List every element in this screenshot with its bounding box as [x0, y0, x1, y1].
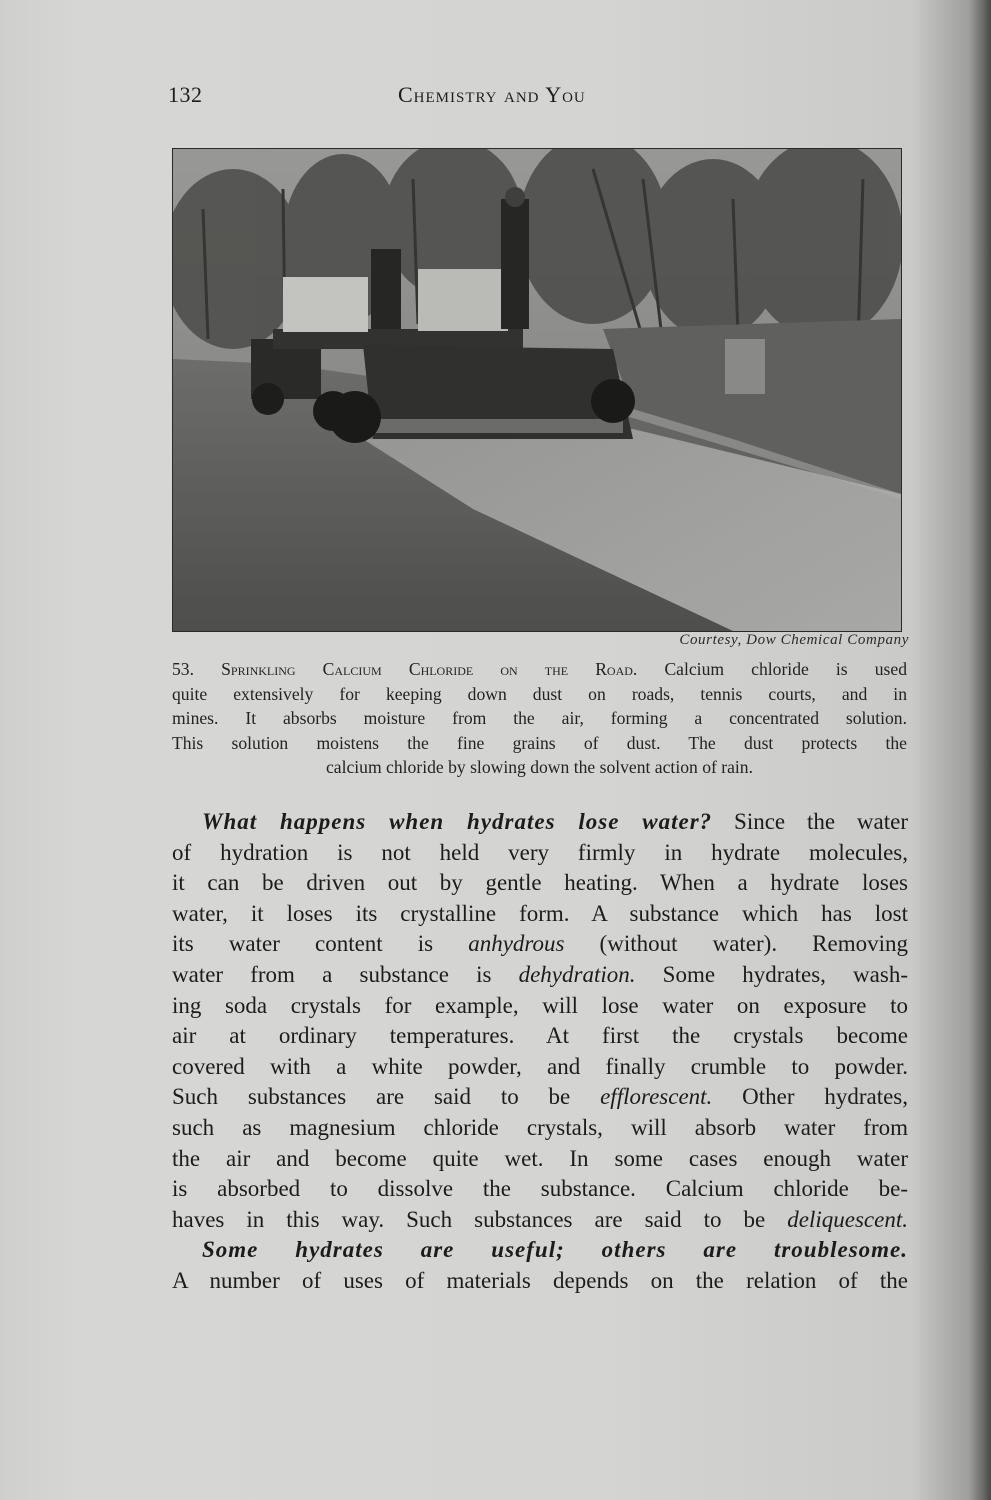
- paragraph-text: Other hydrates,: [712, 1084, 908, 1110]
- road-truck-photo: [173, 149, 901, 631]
- term-dehydration: dehydration.: [518, 961, 636, 987]
- body-text: [172, 807, 908, 1297]
- paragraph-text: Such substances are said to be: [172, 1084, 601, 1110]
- run-in-heading: What happens when hydrates lose water?: [202, 809, 713, 834]
- paragraph-line: [172, 807, 908, 838]
- paragraph-line: it can be driven out by gentle heating. When a hydrate loses: [172, 870, 908, 896]
- figure-photo: [172, 148, 902, 632]
- paragraph-line: [172, 960, 908, 991]
- paragraph-line: the air and become quite wet. In some cases enough water: [172, 1145, 908, 1171]
- paragraph-line: of hydration is not held very firmly in hydrate molecules,: [172, 839, 908, 865]
- paragraph-line: is absorbed to dissolve the substance. Calcium chloride be-: [172, 1176, 908, 1202]
- figure-caption: [172, 657, 907, 780]
- caption-line: mines. It absorbs moisture from the air, forming a concentrated solution.: [172, 708, 907, 728]
- page-number: 132: [168, 82, 203, 107]
- term-efflorescent: efflorescent.: [600, 1084, 713, 1110]
- paragraph-line: water, it loses its crystalline form. A substance which has lost: [172, 900, 908, 926]
- term-deliquescent: deliquescent.: [787, 1206, 908, 1232]
- paragraph-text: Since the water: [712, 809, 908, 834]
- paragraph-line: [172, 1235, 908, 1266]
- paragraph-line: covered with a white powder, and finally crumble to powder.: [172, 1053, 908, 1079]
- term-anhydrous: anhydrous: [468, 931, 565, 957]
- caption-line: quite extensively for keeping down dust on roads, tennis courts, and in: [172, 683, 907, 704]
- caption-line: This solution moistens the fine grains of dust. The dust protects the: [172, 732, 907, 753]
- caption-line: calcium chloride by slowing down the solvent action of rain.: [325, 757, 754, 777]
- paragraph-text: water from a substance is: [172, 961, 519, 987]
- caption-text: Calcium chloride is used: [664, 659, 907, 679]
- caption-number: 53.: [172, 659, 194, 679]
- page-edge-shadow: [969, 0, 991, 1500]
- paragraph-line: such as magnesium chloride crystals, will absorb water from: [172, 1114, 908, 1140]
- paragraph-line: ing soda crystals for example, will lose water on exposure to: [172, 992, 908, 1018]
- caption-line: [172, 657, 907, 682]
- paragraph-line: air at ordinary temperatures. At first the crystals become: [172, 1023, 908, 1049]
- paragraph-line: A number of uses of materials depends on the relation of the: [172, 1267, 908, 1293]
- paragraph-line: [172, 929, 908, 960]
- run-in-heading: Some hydrates are useful; others are troublesome.: [202, 1237, 908, 1263]
- paragraph-text: Some hydrates, wash-: [635, 961, 908, 987]
- caption-title: Sprinkling Calcium Chloride on the Road.: [221, 659, 638, 679]
- photo-credit: Courtesy, Dow Chemical Company: [679, 632, 909, 648]
- paragraph-line: [172, 1205, 908, 1236]
- paragraph-text: its water content is: [172, 931, 469, 957]
- running-title: Chemistry and You: [398, 82, 586, 107]
- paragraph-text: haves in this way. Such substances are said to be: [172, 1206, 788, 1232]
- paragraph-line: [172, 1082, 908, 1113]
- paragraph-text: (without water). Removing: [564, 931, 908, 957]
